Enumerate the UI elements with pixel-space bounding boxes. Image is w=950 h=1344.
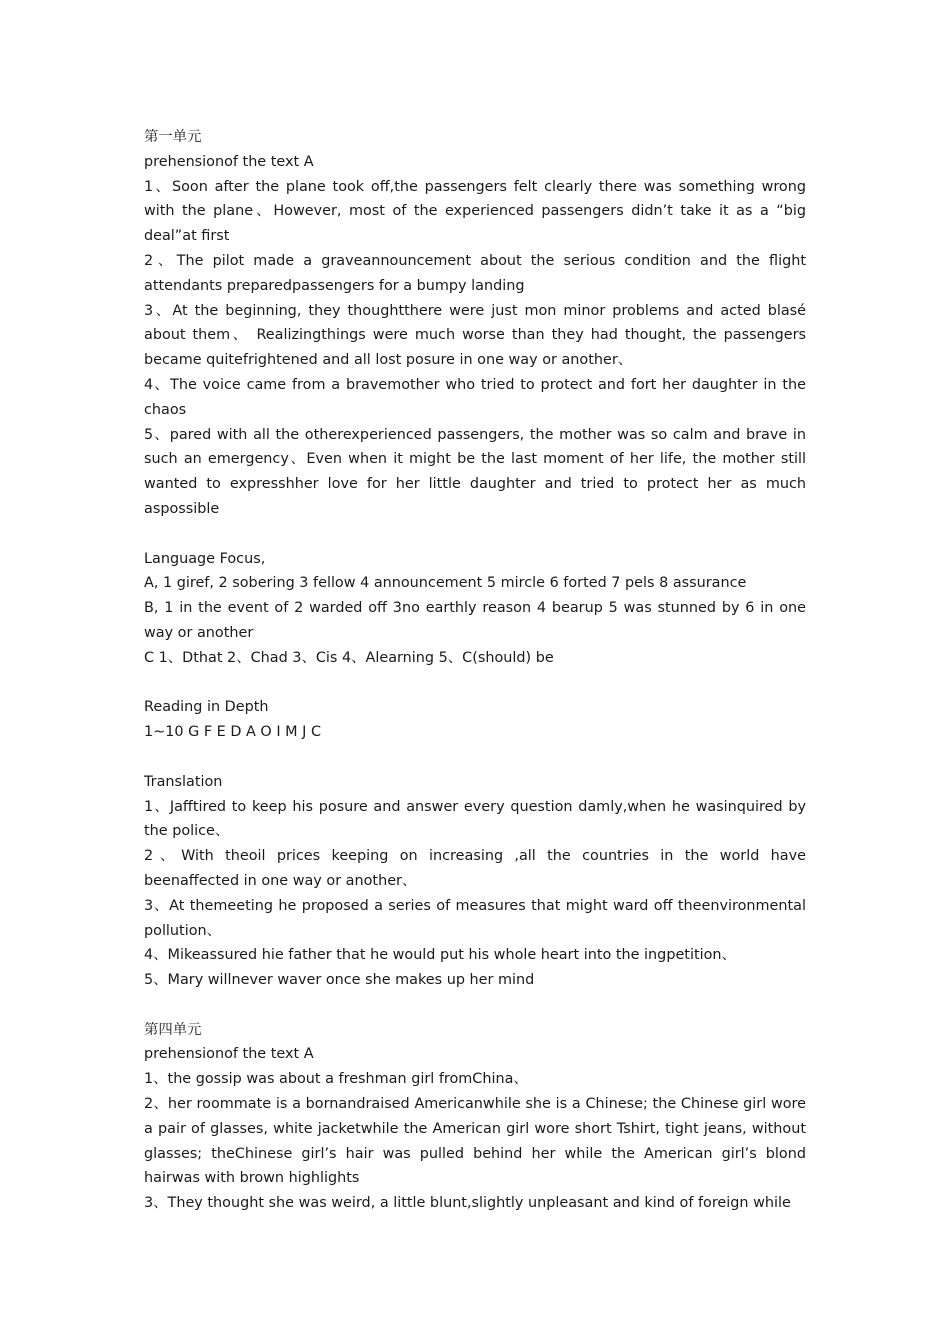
language-focus-item-b: B, 1 in the event of 2 warded off 3no earthly reason 4 bearup 5 was stunned by 6 in one way or another xyxy=(144,600,806,641)
reading-answers: 1~10 G F E D A O I M J C xyxy=(144,724,321,741)
translation-item-3: 3、At themeeting he proposed a series of measures that might ward off theenvironmental pollution、 xyxy=(144,897,806,939)
unit4-comprehension-title: prehensionof the text A xyxy=(144,1046,314,1063)
language-focus-title: Language Focus, xyxy=(144,550,266,567)
unit4-comprehension-item-2: 2、her roommate is a bornandraised Americanwhile she is a Chinese; the Chinese girl wore a pair of glasses, white jacketwhile the American girl wore short Tshirt, tight jeans, without glasses; theChinese girl’s hair was pulled behind her while the American girl’s blond hairwas with brown highlights xyxy=(144,1096,806,1187)
translation-item-1: 1、Jafftired to keep his posure and answer every question damly,when he wasinquired by the police、 xyxy=(144,798,806,840)
language-focus-item-c: C 1、Dthat 2、Chad 3、Cis 4、Alearning 5、C(should) be xyxy=(144,649,554,666)
translation-item-2: 2、With theoil prices keeping on increasing ,all the countries in the world have beenaffected in one way or another、 xyxy=(144,848,806,889)
unit4-comprehension-item-1: 1、the gossip was about a freshman girl fromChina、 xyxy=(144,1071,528,1088)
section-spacer xyxy=(144,993,806,1018)
unit1-comprehension-item-1: 1、Soon after the plane took off,the passengers felt clearly there was something wrong with the plane、However, most of the experienced passengers didn’t take it as a “big deal”at first xyxy=(144,178,806,245)
unit4-comprehension-item-3: 3、They thought she was weird, a little blunt,slightly unpleasant and kind of foreign while xyxy=(144,1195,791,1212)
translation-title: Translation xyxy=(144,773,223,790)
section-spacer xyxy=(144,671,806,696)
unit4-heading: 第四单元 xyxy=(144,1021,202,1038)
unit1-comprehension-item-4: 4、The voice came from a bravemother who tried to protect and fort her daughter in the chaos xyxy=(144,376,806,418)
translation-item-4: 4、Mikeassured hie father that he would put his whole heart into the ingpetition、 xyxy=(144,947,736,964)
unit1-comprehension-item-2: 2、The pilot made a graveannouncement about the serious condition and the flight attendants preparedpassengers for a bumpy landing xyxy=(144,252,806,294)
unit1-heading: 第一单元 xyxy=(144,129,202,145)
section-spacer xyxy=(144,522,806,547)
reading-title: Reading in Depth xyxy=(144,699,269,716)
section-spacer xyxy=(144,745,806,770)
unit1-comprehension-item-3: 3、At the beginning, they thoughtthere were just mon minor problems and acted blasé about them、 Realizingthings were much worse than they had thought, the passengers became quitefrightened and all lost posure in one way or another、 xyxy=(144,302,806,369)
unit1-comprehension-title: prehensionof the text A xyxy=(144,153,314,170)
unit1-comprehension-item-5: 5、pared with all the otherexperienced passengers, the mother was so calm and brave in such an emergency、Even when it might be the last moment of her life, the mother still wanted to expresshher love for her little daughter and tried to protect her as much aspossible xyxy=(144,426,806,517)
document-page xyxy=(144,125,806,1216)
language-focus-item-a: A, 1 giref, 2 sobering 3 fellow 4 announcement 5 mircle 6 forted 7 pels 8 assurance xyxy=(144,575,747,592)
translation-item-5: 5、Mary willnever waver once she makes up her mind xyxy=(144,972,535,989)
